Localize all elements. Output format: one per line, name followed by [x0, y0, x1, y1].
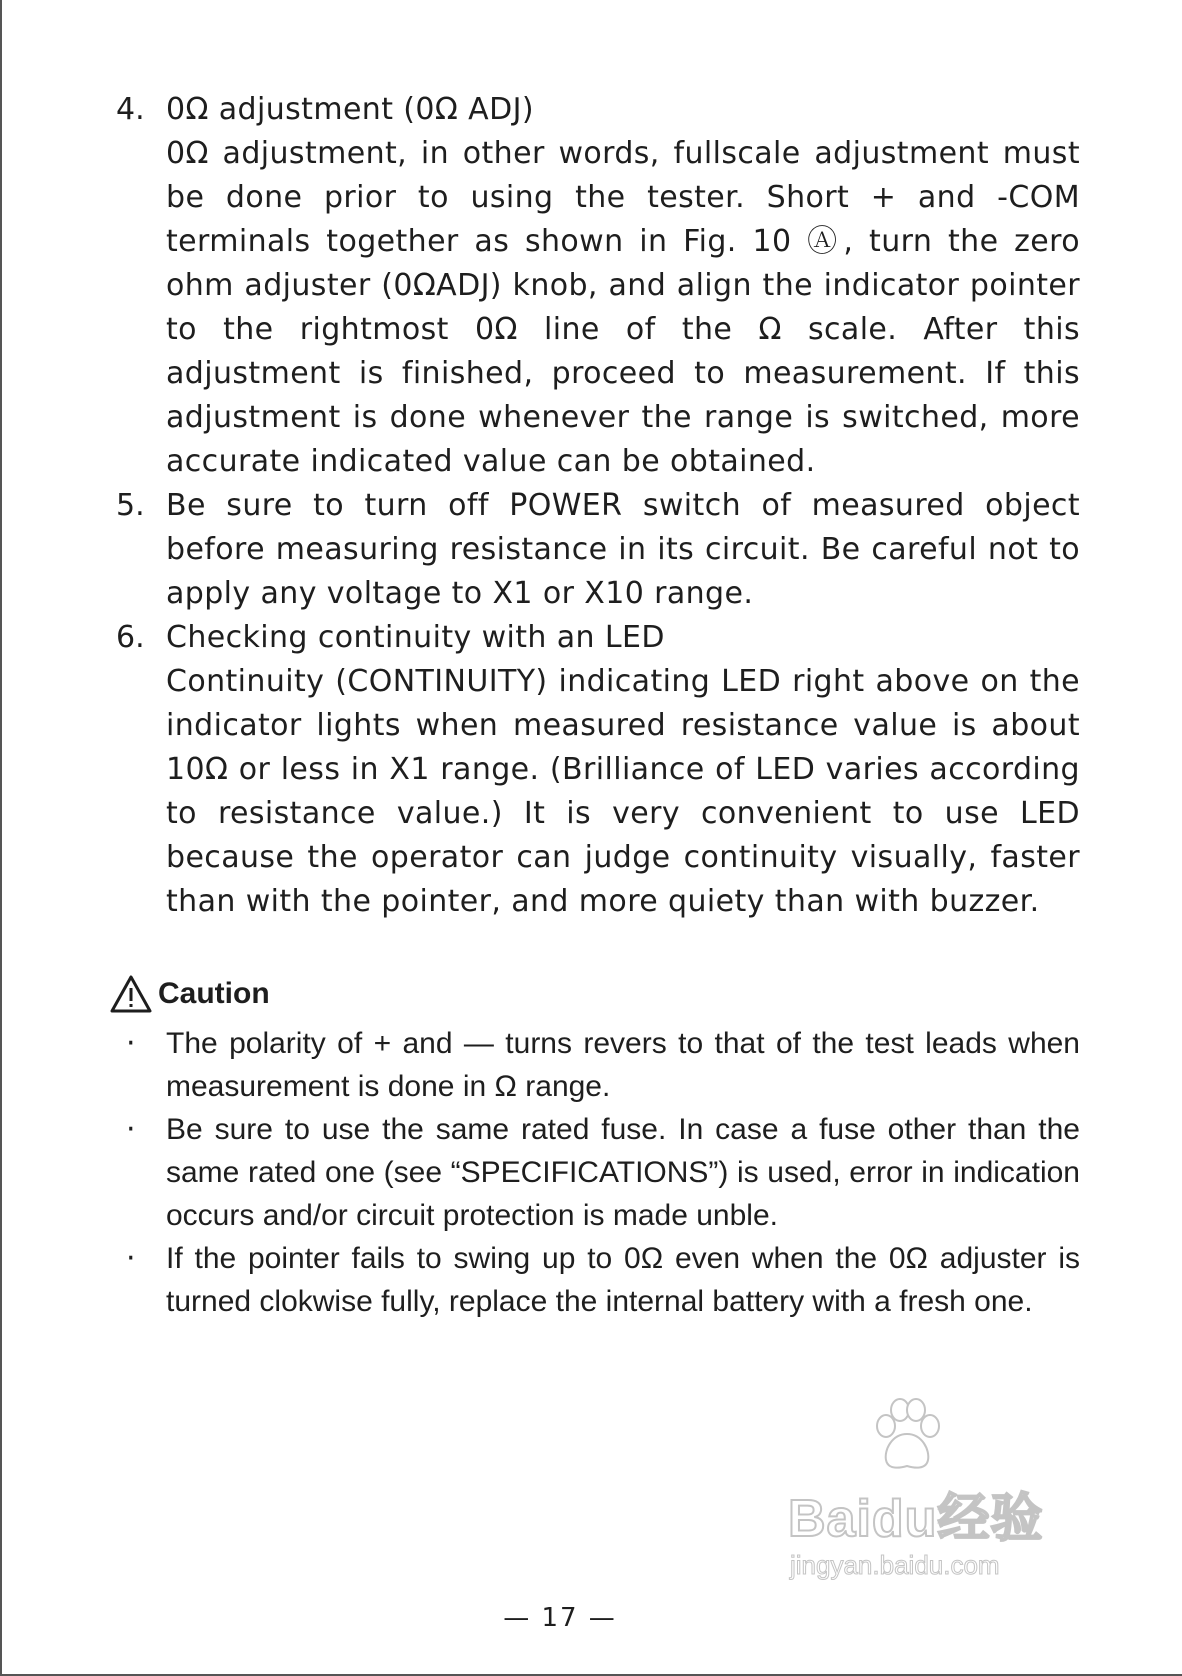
manual-content: [110, 88, 1080, 1323]
section-number: 6.: [116, 620, 145, 655]
bullet-dot: ·: [126, 1241, 136, 1276]
paw-icon: [866, 1396, 948, 1478]
page-number: — 17 —: [503, 1603, 617, 1633]
caution-item: [110, 1108, 1080, 1237]
section-number: 4.: [116, 92, 145, 127]
caution-item: [110, 1022, 1080, 1108]
bullet-dot: ·: [126, 1112, 136, 1147]
section-heading: 0Ω adjustment (0Ω ADJ): [166, 92, 534, 127]
section-4: [110, 88, 1080, 484]
caution-text: Be sure to use the same rated fuse. In case a fuse other than the same rated one (see “SPECIFICATIONS”) is used, error in indication occurs and/or circuit protection is made unble.: [166, 1113, 1080, 1232]
caution-title: Caution: [158, 977, 270, 1010]
section-5: [110, 484, 1080, 616]
watermark-url: jingyan.baidu.com: [790, 1550, 1000, 1580]
warning-triangle-icon: [110, 975, 152, 1013]
section-heading: Checking continuity with an LED: [166, 620, 665, 655]
caution-item: [110, 1237, 1080, 1323]
caution-heading: [110, 972, 1080, 1016]
baidu-watermark: [788, 1390, 1108, 1610]
watermark-brand: Baidu经验: [788, 1490, 1044, 1548]
section-body: 0Ω adjustment, in other words, fullscale adjustment must be done prior to using the tester. Short + and -COM terminals together as shown in Fig. 10 Ⓐ, turn the zero ohm adjuster (0ΩADJ) knob, and align the indicator pointer to the rightmost 0Ω line of the Ω scale. After this adjustment is finished, proceed to measurement. If this adjustment is done whenever the range is switched, more accurate indicated value can be obtained.: [166, 136, 1080, 479]
section-body: Be sure to turn off POWER switch of measured object before measuring resistance in its circuit. Be careful not to apply any voltage to X1 or X10 range.: [166, 488, 1080, 611]
caution-text: If the pointer fails to swing up to 0Ω even when the 0Ω adjuster is turned clokwise fully, replace the internal battery with a fresh one.: [166, 1242, 1080, 1318]
section-body: Continuity (CONTINUITY) indicating LED right above on the indicator lights when measured resistance value is about 10Ω or less in X1 range. (Brilliance of LED varies according to resistance value.) It is very convenient to use LED because the operator can judge continuity visually, faster than with the pointer, and more quiety than with buzzer.: [166, 664, 1080, 919]
section-6: [110, 616, 1080, 924]
section-number: 5.: [116, 488, 145, 523]
bullet-dot: ·: [126, 1026, 136, 1061]
caution-list: [110, 1022, 1080, 1323]
caution-text: The polarity of + and — turns revers to that of the test leads when measurement is done in Ω range.: [166, 1027, 1080, 1103]
